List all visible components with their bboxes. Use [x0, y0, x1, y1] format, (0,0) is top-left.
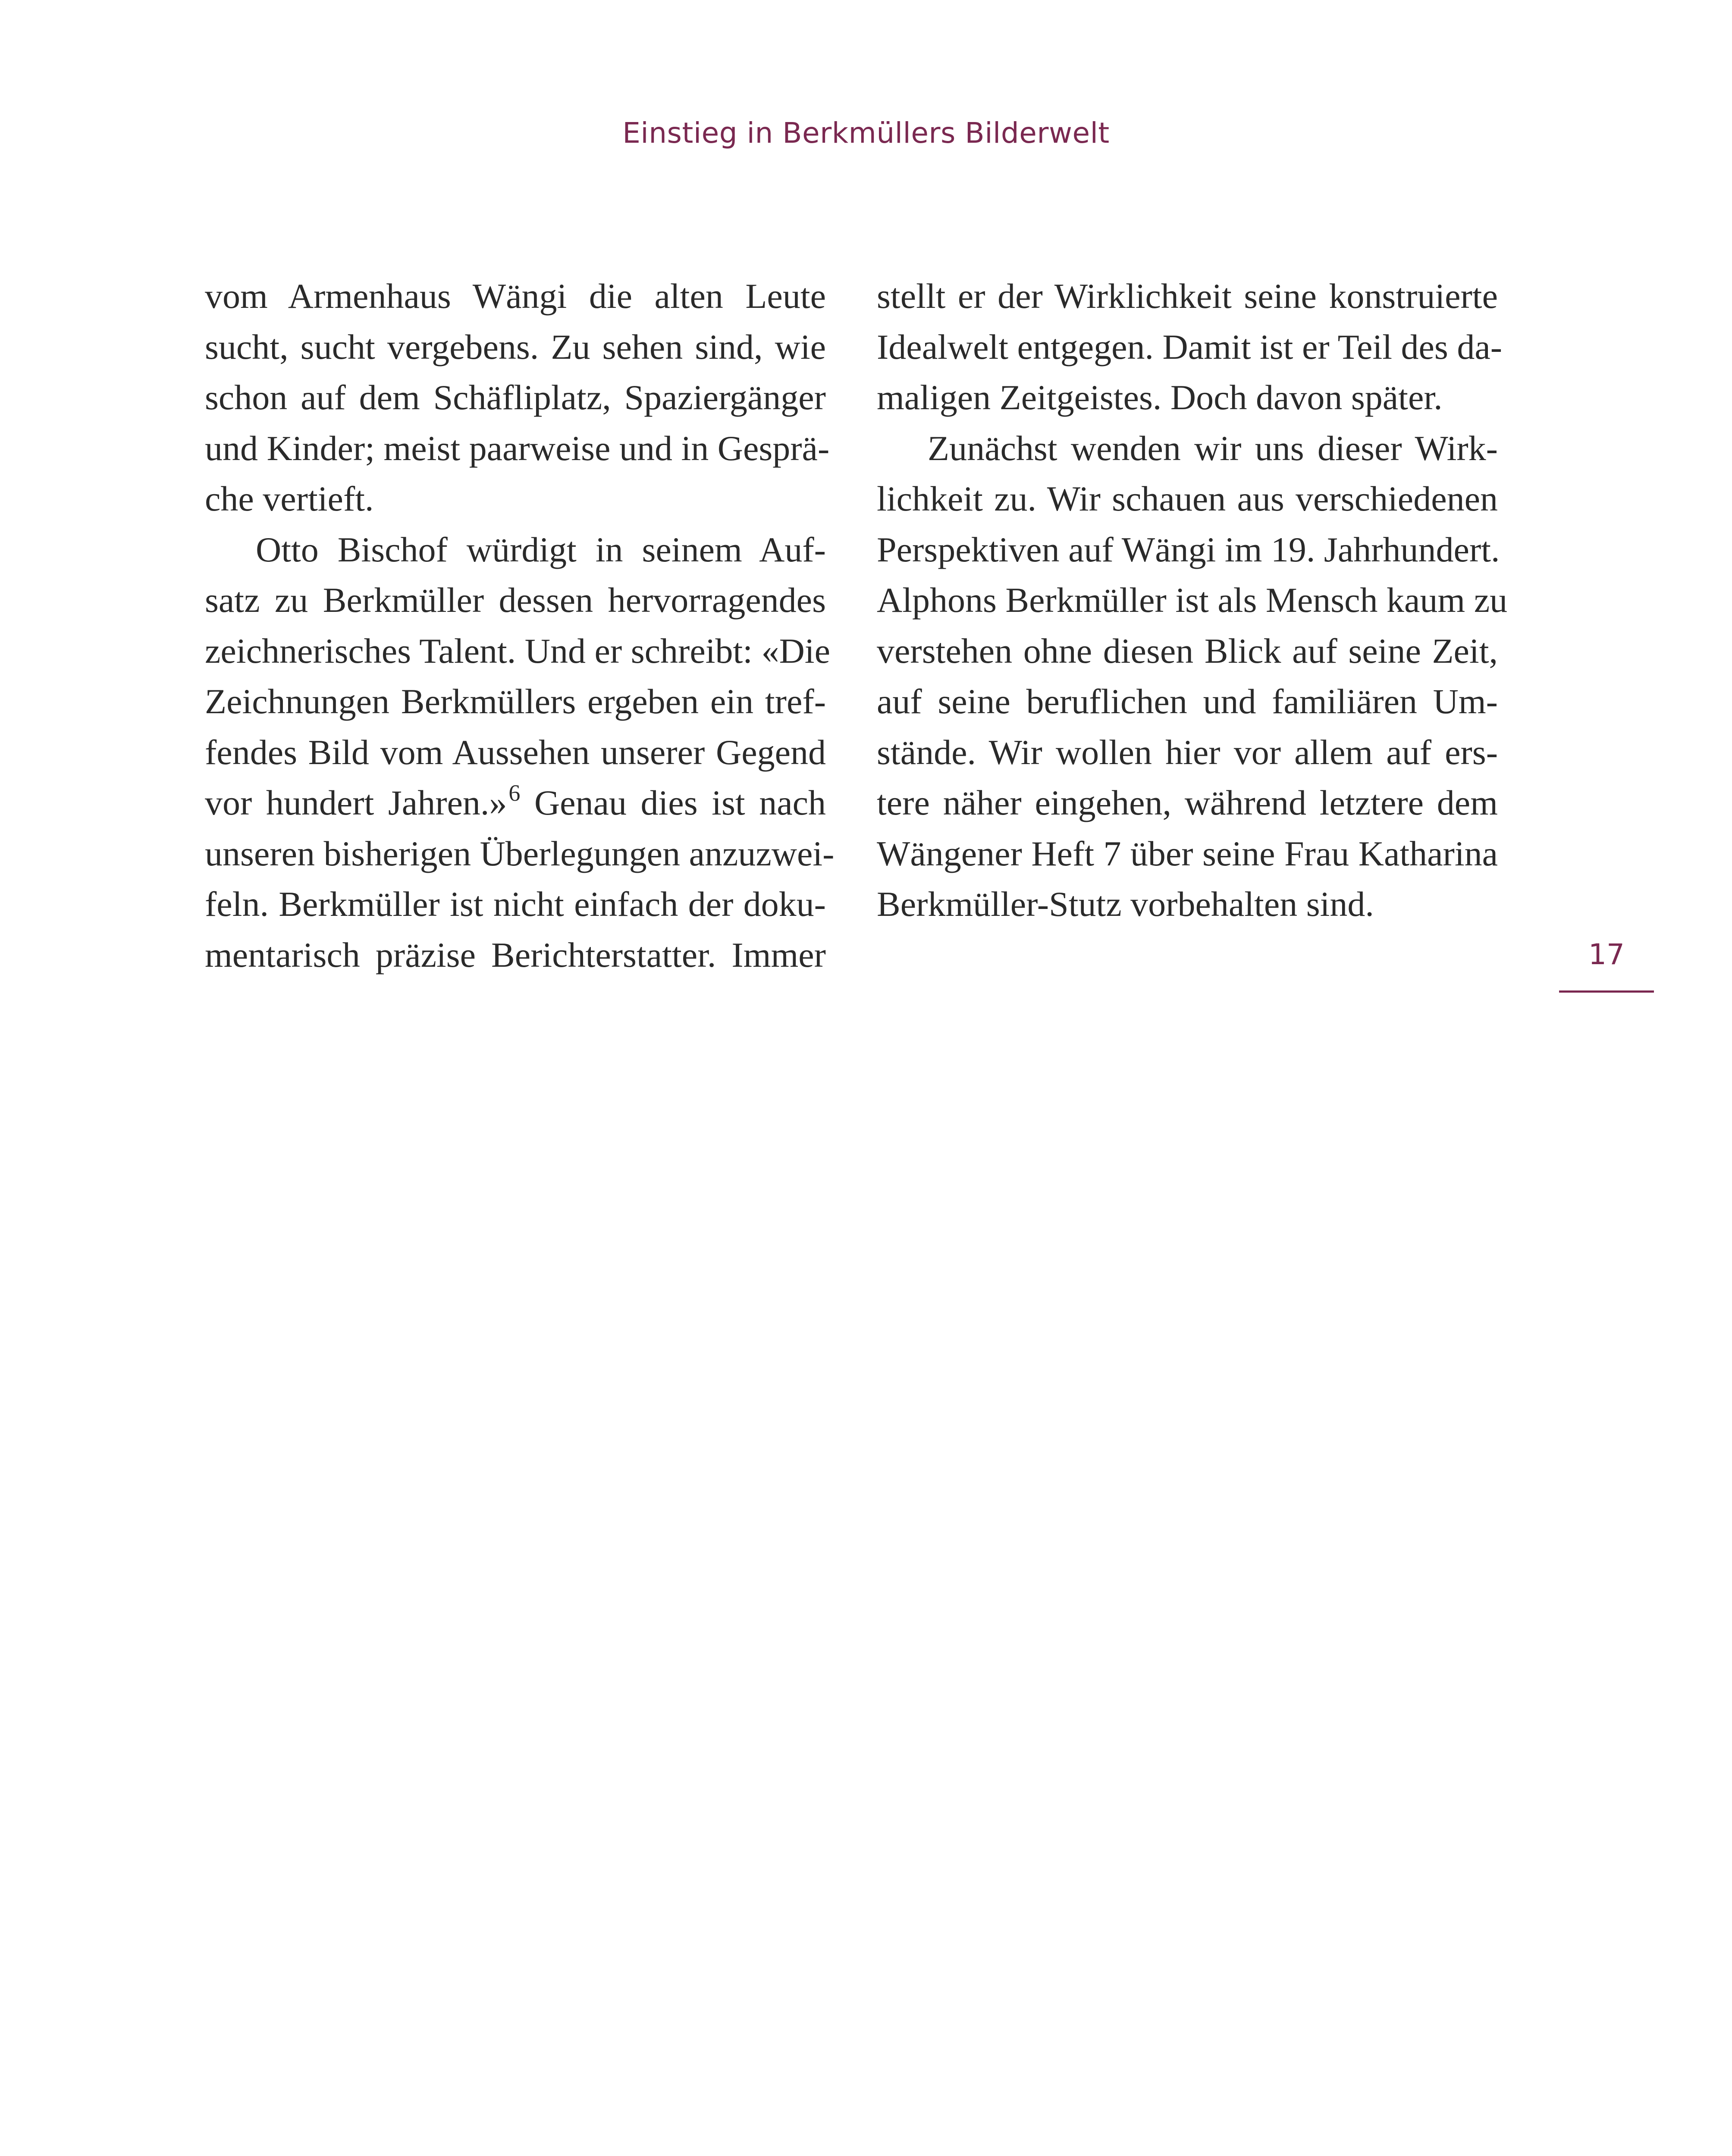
- text-line: Alphons Berkmüller ist als Mensch kaum zu: [877, 580, 1508, 620]
- right-text-column: [877, 271, 1508, 930]
- text-line: mentarisch präzise Berichterstatter. Immer: [205, 935, 826, 975]
- text-line: maligen Zeitgeistes. Doch davon später.: [877, 378, 1443, 417]
- text-line: zeichnerisches Talent. Und er schreibt: «Die: [205, 631, 830, 671]
- text-line: fendes Bild vom Aussehen unserer Gegend: [205, 732, 826, 772]
- text-line: Zunächst wenden wir uns dieser Wirk-: [928, 428, 1498, 468]
- running-head-title: Einstieg in Berkmüllers Bilderwelt: [622, 116, 1110, 150]
- text-segment: vor hundert Jahren.»: [205, 783, 507, 822]
- text-line: auf seine beruflichen und familiären Um-: [877, 682, 1498, 721]
- page-number-rule: [1559, 990, 1654, 993]
- text-line: Berkmüller-Stutz vorbehalten sind.: [877, 884, 1374, 924]
- text-line: Perspektiven auf Wängi im 19. Jahrhundert.: [877, 530, 1500, 569]
- text-line: Idealwelt entgegen. Damit ist er Teil des da-: [877, 327, 1503, 367]
- text-line-with-footnote: [205, 777, 826, 828]
- text-line: che vertieft.: [205, 479, 374, 518]
- text-line: und Kinder; meist paarweise und in Gesprä-: [205, 428, 830, 468]
- text-line: verstehen ohne diesen Blick auf seine Zeit,: [877, 631, 1498, 671]
- text-line: sucht, sucht vergebens. Zu sehen sind, wie: [205, 327, 826, 367]
- text-line: lichkeit zu. Wir schauen aus verschiedenen: [877, 479, 1498, 518]
- text-segment: Genau dies ist nach: [520, 783, 826, 822]
- text-line: schon auf dem Schäfliplatz, Spaziergänger: [205, 378, 826, 417]
- text-line: feln. Berkmüller ist nicht einfach der doku-: [205, 884, 826, 924]
- page-number: 17: [1588, 938, 1625, 971]
- text-line: unseren bisherigen Überlegungen anzuzwei-: [205, 834, 835, 873]
- text-line: tere näher eingehen, während letztere dem: [877, 783, 1498, 822]
- footnote-marker: 6: [508, 780, 521, 806]
- text-line: stände. Wir wollen hier vor allem auf ers-: [877, 732, 1498, 772]
- left-text-column: [205, 271, 835, 980]
- text-line: stellt er der Wirklichkeit seine konstruierte: [877, 276, 1498, 316]
- text-line: satz zu Berkmüller dessen hervorragendes: [205, 580, 826, 620]
- text-line: Otto Bischof würdigt in seinem Auf-: [256, 530, 826, 569]
- text-line: Zeichnungen Berkmüllers ergeben ein tref-: [205, 682, 826, 721]
- text-line: Wängener Heft 7 über seine Frau Katharina: [877, 834, 1498, 873]
- text-line: vom Armenhaus Wängi die alten Leute: [205, 276, 826, 316]
